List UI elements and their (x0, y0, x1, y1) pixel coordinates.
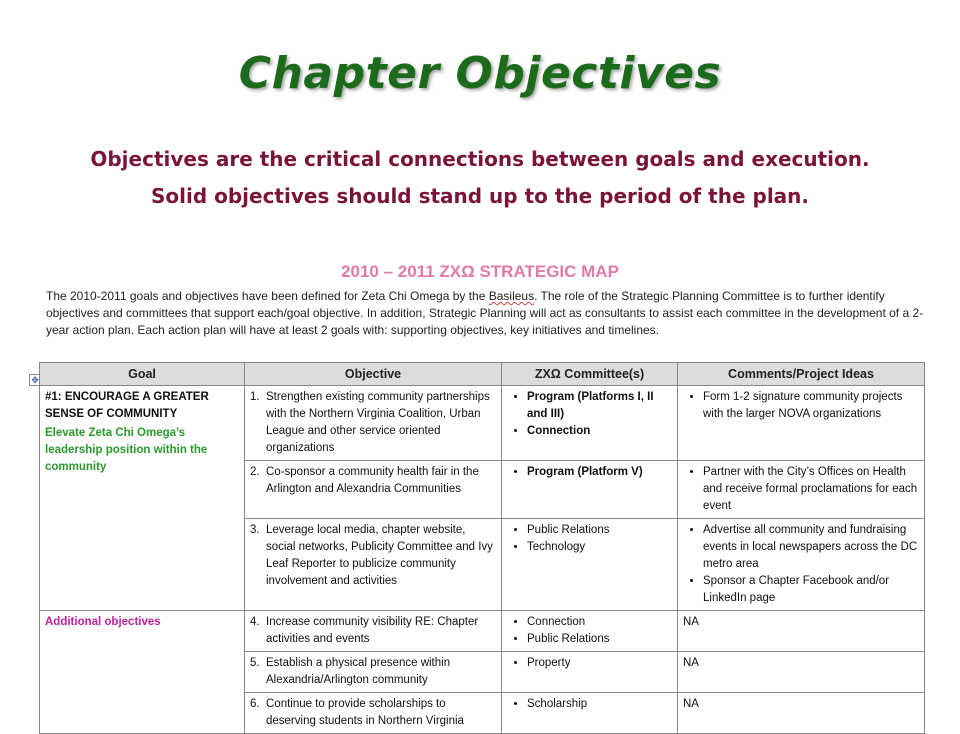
committee-item: • Public Relations (527, 522, 672, 539)
comments-cell (678, 461, 925, 519)
committee-item: • Public Relations (527, 631, 672, 648)
comments-cell: NA (678, 611, 925, 652)
committee-item: • Technology (527, 539, 672, 556)
table-header-row (40, 363, 925, 386)
objective-text: Co-sponsor a community health fair in the Arlington and Alexandria Communities (266, 466, 479, 495)
committee-cell (502, 386, 678, 461)
slide-title: Chapter Objectives (238, 48, 722, 99)
header-comments: Comments/Project Ideas (678, 363, 925, 386)
table-move-handle-icon[interactable]: ✥ (29, 374, 41, 386)
objective-number: 3. (250, 524, 260, 536)
comment-item: • Advertise all community and fundraising events in local newspapers across the DC metro area (703, 522, 919, 573)
comments-cell: NA (678, 693, 925, 734)
committee-item: • Connection (527, 423, 672, 440)
comment-item: • Partner with the City’s Offices on Health and receive formal proclamations for each event (703, 464, 919, 515)
objective-number: 4. (250, 616, 260, 628)
goal-cell-additional (40, 611, 245, 734)
strategic-map-table (39, 362, 925, 734)
objective-text: Leverage local media, chapter website, social networks, Publicity Committee and Ivy Leaf Reporter to publicize community involvement and activities (266, 524, 493, 587)
committee-cell (502, 611, 678, 652)
objective-cell (245, 693, 502, 734)
objective-number: 5. (250, 657, 260, 669)
committee-item: • Program (Platform V) (527, 464, 672, 481)
strategic-map-title: 2010 – 2011 ZXΩ STRATEGIC MAP (341, 262, 619, 281)
objective-text: Continue to provide scholarships to deserving students in Northern Virginia (266, 698, 464, 727)
committee-cell (502, 693, 678, 734)
objective-cell (245, 611, 502, 652)
committee-cell (502, 519, 678, 611)
comment-item: • Form 1-2 signature community projects with the larger NOVA organizations (703, 389, 919, 423)
committee-item: • Scholarship (527, 696, 672, 713)
table-row (40, 611, 925, 652)
comments-cell (678, 519, 925, 611)
committee-cell (502, 652, 678, 693)
goal-title: #1: ENCOURAGE A GREATER SENSE OF COMMUNITY (45, 391, 209, 420)
table-row (40, 386, 925, 461)
objective-cell (245, 652, 502, 693)
objective-number: 6. (250, 698, 260, 710)
objective-text: Increase community visibility RE: Chapter activities and events (266, 616, 479, 645)
committee-cell (502, 461, 678, 519)
slide-subtitle-line2: Solid objectives should stand up to the period of the plan. (150, 184, 810, 208)
objective-cell (245, 461, 502, 519)
slide-subtitle-line1: Objectives are the critical connections between goals and execution. (90, 147, 870, 171)
committee-item: • Program (Platforms I, II and III) (527, 389, 672, 423)
committee-item: • Connection (527, 614, 672, 631)
comments-cell (678, 386, 925, 461)
intro-text-a: The 2010-2011 goals and objectives have been defined for Zeta Chi Omega by the (46, 289, 489, 303)
header-goal: Goal (40, 363, 245, 386)
objective-cell (245, 386, 502, 461)
intro-text-b: . The role of the Strategic Planning Committee is to further identify objectives and committees that support each/goal objective. In addition, Strategic Planning will act as consultants to assist each committee in the development of a 2-year action plan. Each action plan will have at least 2 goals with: supporting objectives, key initiatives and timelines. (46, 289, 924, 337)
objective-text: Strengthen existing community partnerships with the Northern Virginia Coalition, Urban League and other service oriented organizations (266, 391, 490, 454)
goal-cell (40, 386, 245, 611)
strategic-map-intro (46, 288, 926, 339)
objective-number: 1. (250, 391, 260, 403)
additional-objectives-label: Additional objectives (45, 616, 161, 628)
comments-cell: NA (678, 652, 925, 693)
header-committee: ZXΩ Committee(s) (502, 363, 678, 386)
objective-cell (245, 519, 502, 611)
committee-item: • Property (527, 655, 672, 672)
objective-number: 2. (250, 466, 260, 478)
comment-item: • Sponsor a Chapter Facebook and/or LinkedIn page (703, 573, 919, 607)
goal-subtitle: Elevate Zeta Chi Omega’s leadership position within the community (45, 427, 208, 473)
header-objective: Objective (245, 363, 502, 386)
intro-basileus: Basileus (488, 289, 535, 303)
objective-text: Establish a physical presence within Alexandria/Arlington community (266, 657, 451, 686)
